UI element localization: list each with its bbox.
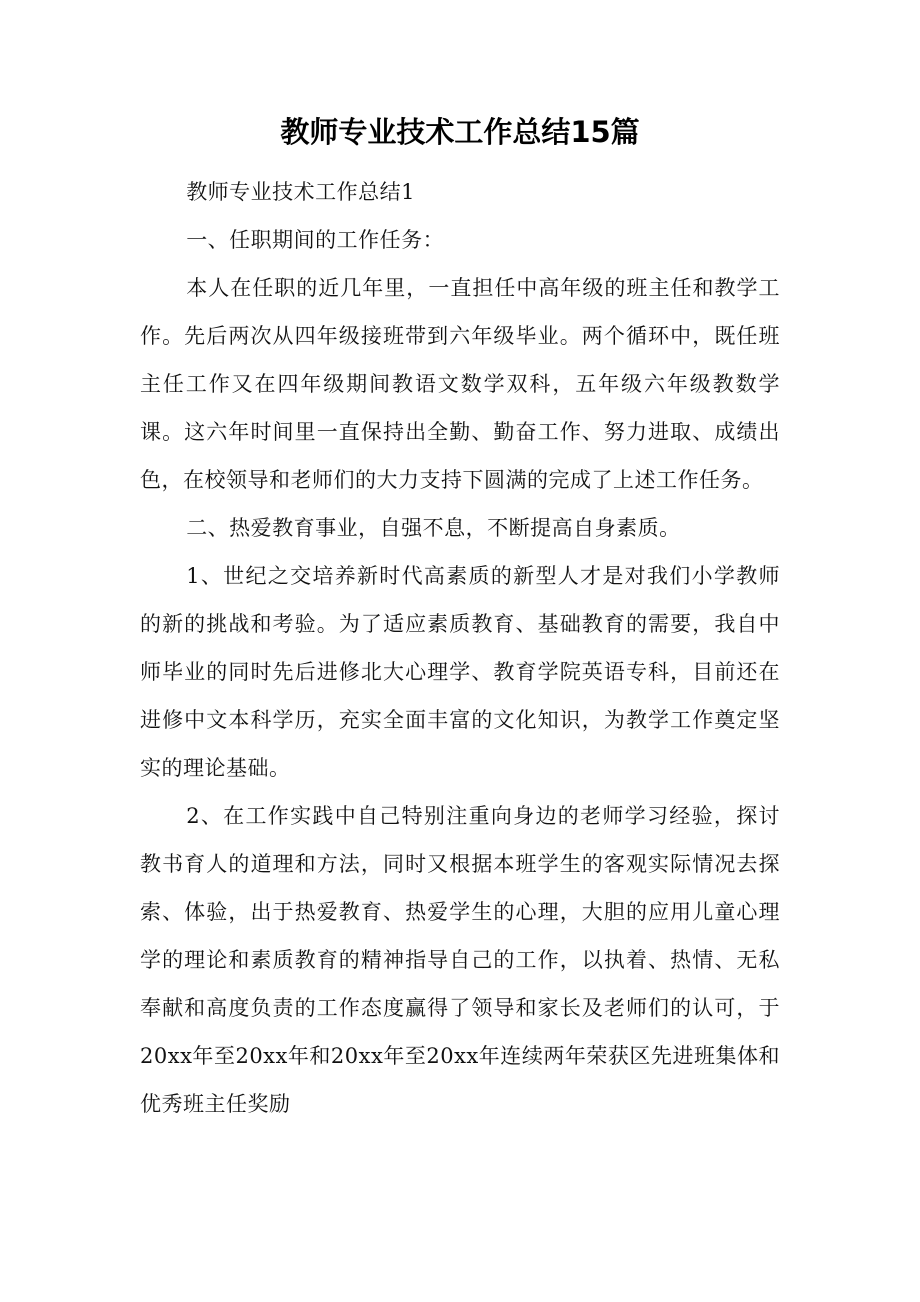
subsection-heading: 二、热爱教育事业，自强不息，不断提高自身素质。 [186, 516, 681, 540]
body-paragraph: 本人在任职的近几年里，一直担任中高年级的班主任和教学工作。先后两次从四年级接班带到六年级毕业。两个循环中，既任班主任工作又在四年级期间教语文数学双科，五年级六年级教数学课。这六年时间里一直保持出全勤、勤奋工作、努力进取、成绩出色，在校领导和老师们的大力支持下圆满的完成了上述工作任务。 [140, 276, 780, 492]
subsection-heading: 一、任职期间的工作任务： [186, 228, 445, 252]
document-body [140, 168, 780, 1128]
body-paragraph: 2、在工作实践中自己特别注重向身边的老师学习经验，探讨教书育人的道理和方法，同时又根据本班学生的客观实际情况去探索、体验，出于热爱教育、热爱学生的心理，大胆的应用儿童心理学的理论和素质教育的精神指导自己的工作，以执着、热情、无私奉献和高度负责的工作态度赢得了领导和家长及老师们的认可，于20xx年至20xx年和20xx年至20xx年连续两年荣获区先进班集体和优秀班主任奖励 [140, 804, 780, 1116]
body-paragraph: 1、世纪之交培养新时代高素质的新型人才是对我们小学教师的新的挑战和考验。为了适应素质教育、基础教育的需要，我自中师毕业的同时先后进修北大心理学、教育学院英语专科，目前还在进修中文本科学历，充实全面丰富的文化知识，为教学工作奠定坚实的理论基础。 [140, 564, 780, 780]
document-title: 教师专业技术工作总结15篇 [280, 115, 640, 149]
section-heading: 教师专业技术工作总结1 [186, 180, 416, 204]
